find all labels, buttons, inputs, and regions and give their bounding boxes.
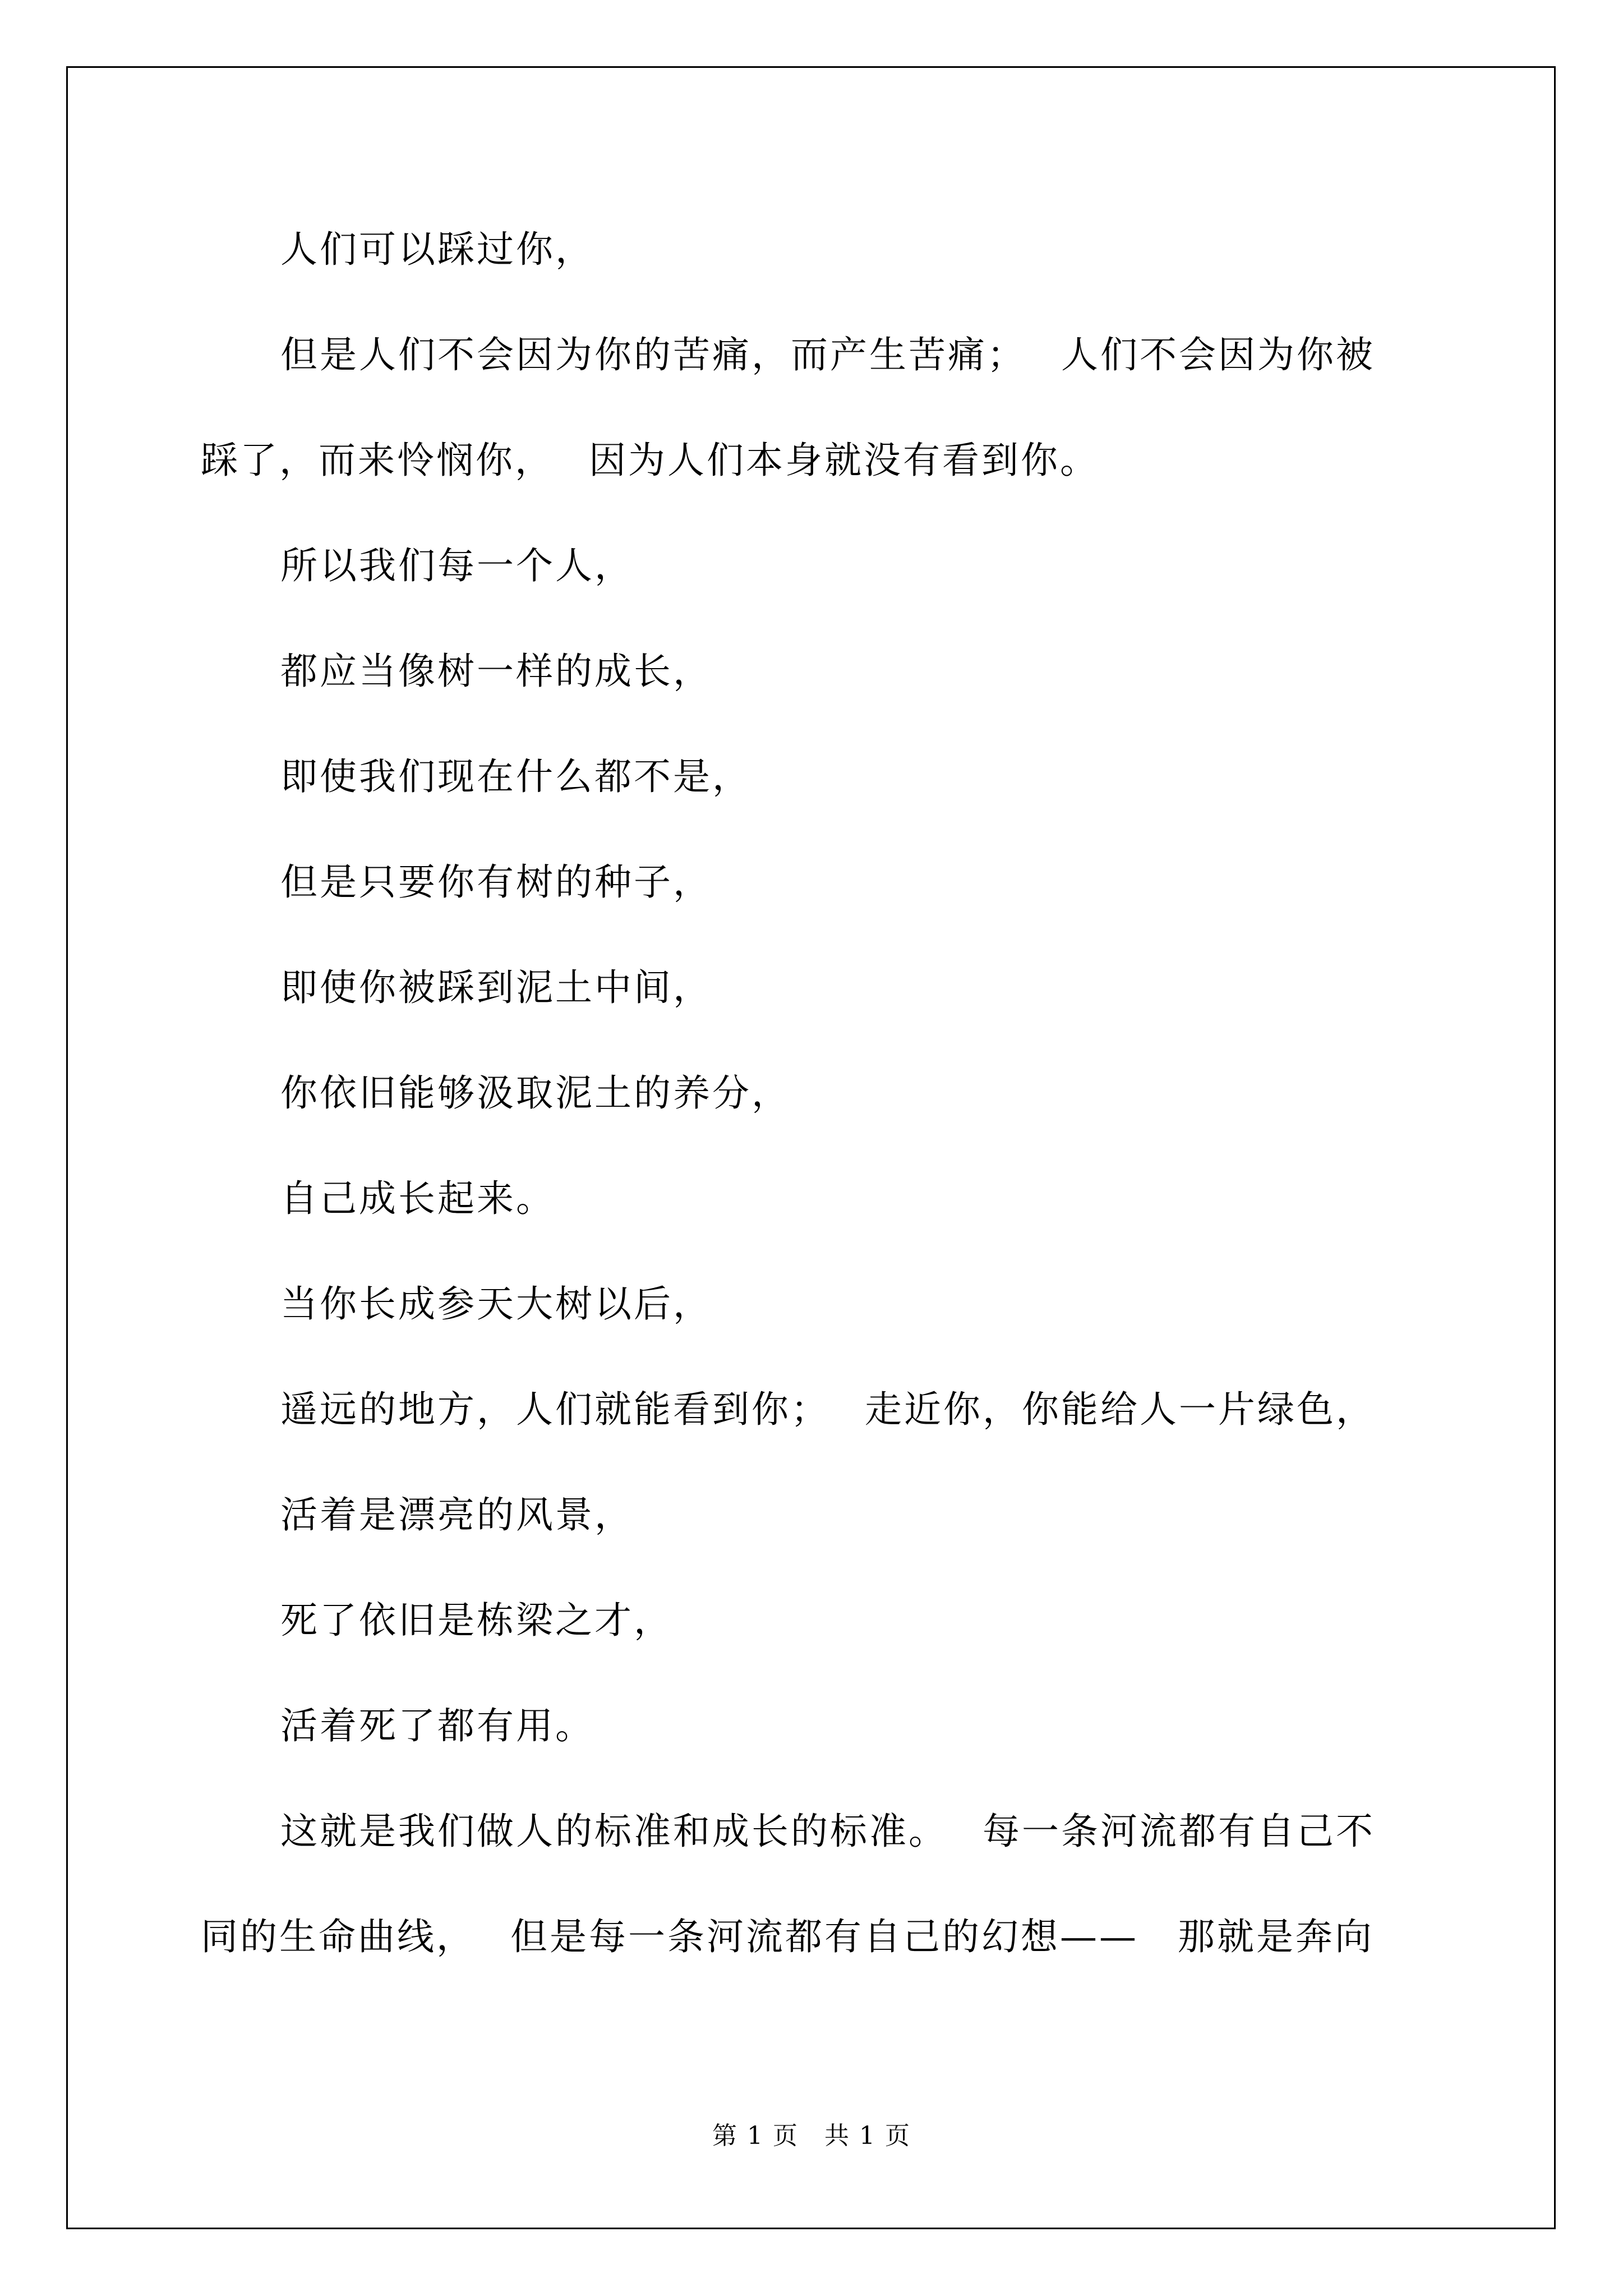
paragraph-line: 但是只要你有树的种子， xyxy=(280,861,712,904)
paragraph-line: 自己成长起来。 xyxy=(280,1177,555,1220)
paragraph-line: 这就是我们做人的标准和成长的标准。 每一条河流都有自己不 xyxy=(280,1810,1375,1853)
paragraph-line: 遥远的地方，人们就能看到你； 走近你，你能给人一片绿色， xyxy=(280,1388,1375,1431)
paragraph-line: 所以我们每一个人， xyxy=(280,544,634,587)
paragraph-line: 同的生命曲线， 但是每一条河流都有自己的幻想—— 那就是奔向 xyxy=(201,1915,1374,1958)
paragraph-line: 即使你被踩到泥土中间， xyxy=(280,966,712,1009)
page-border xyxy=(66,66,1556,2229)
paragraph-line: 活着死了都有用。 xyxy=(280,1704,594,1747)
page-footer: 第 1 页 共 1 页 xyxy=(712,2122,911,2150)
paragraph-line: 活着是漂亮的风景， xyxy=(280,1493,634,1536)
paragraph-line: 即使我们现在什么都不是， xyxy=(280,755,751,798)
paragraph-line: 当你长成参天大树以后， xyxy=(280,1282,712,1326)
paragraph-line: 踩了，而来怜悯你， 因为人们本身就没有看到你。 xyxy=(201,439,1099,482)
paragraph-line: 都应当像树一样的成长， xyxy=(280,650,712,693)
paragraph-line: 死了依旧是栋梁之才， xyxy=(280,1599,673,1642)
paragraph-line: 但是人们不会因为你的苦痛，而产生苦痛； 人们不会因为你被 xyxy=(280,333,1375,376)
paragraph-line: 人们可以踩过你， xyxy=(280,228,594,271)
paragraph-line: 你依旧能够汲取泥土的养分， xyxy=(280,1071,791,1115)
